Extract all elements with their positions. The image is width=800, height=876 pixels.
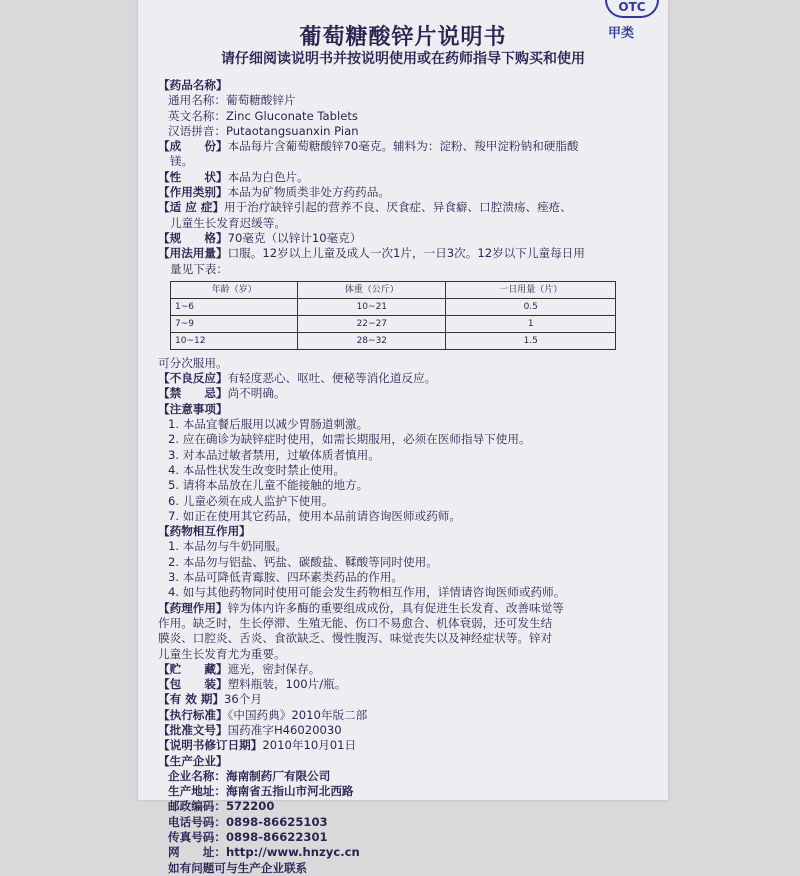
table-cell: 10~21 — [298, 298, 446, 315]
table-cell: 10~12 — [171, 332, 298, 349]
validity-row: 【有 效 期】36个月 — [158, 692, 262, 707]
table-row — [171, 315, 616, 332]
contra-row: 【禁 忌】尚不明确。 — [158, 386, 286, 401]
section-label-manufacturer: 【生产企业】 — [158, 753, 228, 768]
table-row — [171, 298, 616, 315]
revision-row: 【说明书修订日期】2010年10月01日 — [158, 738, 357, 753]
document-subtitle: 请仔细阅读说明书并按说明使用或在药师指导下购买和使用 — [221, 51, 585, 67]
pinyin-name-row: 汉语拼音：Putaotangsuanxin Pian — [168, 123, 359, 138]
category-badge: 甲类 — [608, 26, 635, 41]
dosage-row: 【用法用量】口服。12岁以上儿童及成人一次1片，一日3次。12岁以下儿童每日用 — [158, 246, 585, 261]
manufacturer-web-row: 网 址：http://www.hnzyc.cn — [168, 845, 360, 860]
table-row — [171, 332, 616, 349]
manufacturer-name-row: 企业名称：海南制药厂有限公司 — [168, 768, 331, 783]
indication-row-cont: 儿童生长发育迟缓等。 — [170, 215, 286, 230]
table-header: 年龄（岁） — [171, 281, 298, 298]
appearance-row: 【性 状】本品为白色片。 — [158, 169, 309, 184]
table-cell: 22~27 — [298, 315, 446, 332]
english-name-row: 英文名称：Zinc Gluconate Tablets — [168, 108, 358, 123]
table-header: 一日用量（片） — [446, 281, 616, 298]
ingredients-row-cont: 镁。 — [170, 154, 194, 169]
package-row: 【包 装】塑料瓶装，100片/瓶。 — [158, 677, 347, 692]
adverse-row: 【不良反应】有轻度恶心、呕吐、便秘等消化道反应。 — [158, 371, 437, 386]
pharmacology-row-cont: 作用。缺乏时，生长停滞、生殖无能、伤口不易愈合、机体衰弱，还可发生结 — [158, 615, 553, 630]
list-item: 3. 对本品过敏者禁用，过敏体质者慎用。 — [168, 447, 380, 462]
list-item: 1. 本品勿与牛奶同服。 — [168, 539, 288, 554]
list-item: 1. 本品宜餐后服用以减少胃肠道刺激。 — [168, 417, 369, 432]
manufacturer-fax-row: 传真号码：0898-86622301 — [168, 830, 328, 845]
list-item: 3. 本品可降低青霉胺、四环素类药品的作用。 — [168, 570, 404, 585]
storage-row: 【贮 藏】遮光，密封保存。 — [158, 661, 321, 676]
document-title: 葡萄糖酸锌片说明书 — [299, 25, 507, 50]
table-header: 体重（公斤） — [298, 281, 446, 298]
generic-name-row: 通用名称：葡萄糖酸锌片 — [168, 93, 296, 108]
list-item: 4. 如与其他药物同时使用可能会发生药物相互作用，详情请咨询医师或药师。 — [168, 585, 566, 600]
leaflet-sheet — [138, 0, 668, 875]
list-item: 7. 如正在使用其它药品，使用本品前请咨询医师或药师。 — [168, 508, 461, 523]
standard-row: 【执行标准】《中国药典》2010年版二部 — [158, 707, 368, 722]
table-cell: 28~32 — [298, 332, 446, 349]
indication-row: 【适 应 症】用于治疗缺锌引起的营养不良、厌食症、异食癖、口腔溃疡、痤疮、 — [158, 200, 572, 215]
list-item: 2. 本品勿与铝盐、钙盐、碳酸盐、鞣酸等同时使用。 — [168, 554, 438, 569]
table-cell: 0.5 — [446, 298, 616, 315]
spec-row: 【规 格】70毫克（以锌计10毫克） — [158, 230, 362, 245]
manufacturer-footer: 如有问题可与生产企业联系 — [168, 860, 308, 875]
pharmacology-row-cont: 膜炎、口腔炎、舌炎、食欲缺乏、慢性腹泻、味觉丧失以及神经症状等。锌对 — [158, 631, 553, 646]
otc-badge: OTC — [605, 0, 659, 18]
table-header-row — [171, 281, 616, 298]
approval-row: 【批准文号】国药准字H46020030 — [158, 722, 342, 737]
ingredients-row: 【成 份】本品每片含葡萄糖酸锌70毫克。辅料为：淀粉、羧甲淀粉钠和硬脂酸 — [158, 139, 579, 154]
section-label-precautions: 【注意事项】 — [158, 401, 228, 416]
manufacturer-postcode-row: 邮政编码：572200 — [168, 799, 275, 814]
table-cell: 1~6 — [171, 298, 298, 315]
list-item: 2. 应在确诊为缺锌症时使用，如需长期服用，必须在医师指导下使用。 — [168, 432, 531, 447]
list-item: 6. 儿童必须在成人监护下使用。 — [168, 493, 334, 508]
table-cell: 1 — [446, 315, 616, 332]
section-label-interactions: 【药物相互作用】 — [158, 524, 251, 539]
list-item: 5. 请将本品放在儿童不能接触的地方。 — [168, 478, 369, 493]
dosage-row-cont: 量见下表： — [170, 261, 228, 276]
table-cell: 7~9 — [171, 315, 298, 332]
manufacturer-phone-row: 电话号码：0898-86625103 — [168, 814, 328, 829]
dosage-table — [170, 281, 616, 350]
section-label-name: 【药品名称】 — [158, 78, 228, 92]
pharmacology-row-cont: 儿童生长发育尤为重要。 — [158, 646, 286, 661]
manufacturer-address-row: 生产地址：海南省五指山市河北西路 — [168, 784, 354, 799]
category-row: 【作用类别】本品为矿物质类非处方药药品。 — [158, 185, 390, 200]
table-cell: 1.5 — [446, 332, 616, 349]
dosage-after: 可分次服用。 — [158, 355, 228, 370]
pharmacology-row: 【药理作用】锌为体内许多酶的重要组成成份，具有促进生长发育、改善味觉等 — [158, 600, 564, 615]
list-item: 4. 本品性状发生改变时禁止使用。 — [168, 462, 346, 477]
leaflet-content — [158, 78, 648, 876]
